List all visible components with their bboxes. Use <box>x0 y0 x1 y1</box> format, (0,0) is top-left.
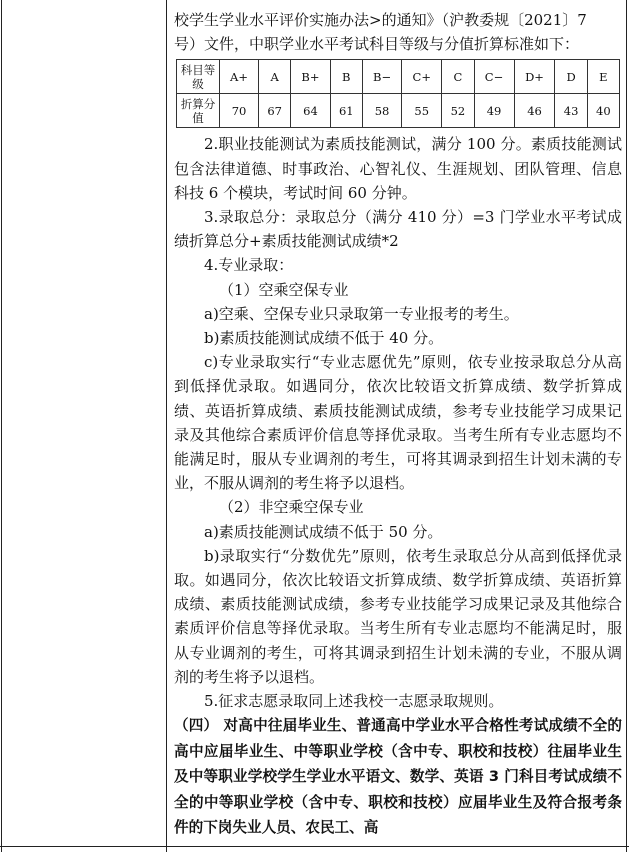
score-cell: 55 <box>402 94 442 128</box>
grade-cell: B+ <box>291 60 330 94</box>
score-cell: 46 <box>514 94 555 128</box>
intro-line-1: 校学生学业水平评价实施办法>的通知》（沪教委规〔2021〕7 <box>174 11 587 29</box>
grade-cell: A+ <box>220 60 259 94</box>
score-cell: 40 <box>587 94 619 128</box>
score-cell: 61 <box>330 94 362 128</box>
grade-score-table <box>176 59 620 128</box>
score-cell: 64 <box>291 94 330 128</box>
paragraph-item-b1: b)素质技能测试成绩不低于 40 分。 <box>204 329 444 348</box>
paragraph-major-admission: 4.专业录取： <box>204 256 294 275</box>
left-border <box>1 0 2 852</box>
grade-cell: E <box>587 60 619 94</box>
section-four-heading: （四） 对高中往届毕业生、普通高中学业水平合格性考试成绩不全的高中应届毕业生、中等职业学校（含中专、职校和技校）往届毕业生及中等职业学校学生学业水平语文、数学、英语 3 门科目考试成绩不全的中等职业学校（含中专、职校和技校）应届毕业生及符合报考条件的下岗失业人员、农民工、高 <box>174 717 622 837</box>
paragraph-subheading-2: （2）非空乘空保专业 <box>219 498 364 517</box>
grade-cell: B <box>330 60 362 94</box>
paragraph-item-a1: a)空乘、空保专业只录取第一专业报考的考生。 <box>204 304 519 323</box>
bottom-border <box>0 846 629 847</box>
document-body <box>174 8 622 841</box>
paragraph-item-c1: c)专业录取实行“专业志愿优先”原则，依专业按录取总分从高到低择优录取。如遇同分，依次比较语文折算成绩、数学折算成绩、英语折算成绩、素质技能测试成绩，参考专业技能学习成果记录及其他综合素质评价信息等择优录取。当考生所有专业志愿均不能满足时，服从专业调剂的考生，可将其调录到招生计划未满的专业，不服从调剂的考生将予以退档。 <box>174 353 622 493</box>
grade-cell: C+ <box>402 60 442 94</box>
grade-cell: B− <box>362 60 401 94</box>
paragraph-total-score: 3.录取总分：录取总分（满分 410 分）=3 门学业水平考试成绩折算总分+素质技能测试成绩*2 <box>174 208 622 251</box>
score-cell: 49 <box>474 94 514 128</box>
score-header-cell: 折算分值 <box>177 94 220 128</box>
score-cell: 58 <box>362 94 401 128</box>
column-divider <box>166 0 167 852</box>
paragraph-item-a2: a)素质技能测试成绩不低于 50 分。 <box>204 522 443 541</box>
score-cell: 52 <box>442 94 474 128</box>
table-row <box>177 60 620 94</box>
table-row <box>177 94 620 128</box>
grade-header-cell: 科目等级 <box>177 60 220 94</box>
grade-cell: D <box>555 60 587 94</box>
paragraph-subheading-1: （1）空乘空保专业 <box>219 280 349 299</box>
right-border <box>626 0 627 852</box>
grade-cell: C <box>442 60 474 94</box>
paragraph-solicit-volunteer: 5.征求志愿录取同上述我校一志愿录取规则。 <box>204 692 504 711</box>
score-cell: 67 <box>259 94 291 128</box>
score-cell: 43 <box>555 94 587 128</box>
paragraph-item-b2: b)录取实行“分数优先”原则，依考生录取总分从高到低择优录取。如遇同分，依次比较语文折算成绩、数学折算成绩、英语折算成绩、素质技能测试成绩，参考专业技能学习成果记录及其他综合素质评价信息等择优录取。当考生所有专业志愿均不能满足时，服从专业调剂的考生，可将其调录到招生计划未满的专业，不服从调剂的考生将予以退档。 <box>174 546 622 686</box>
grade-cell: C− <box>474 60 514 94</box>
grade-cell: D+ <box>514 60 555 94</box>
score-cell: 70 <box>220 94 259 128</box>
grade-cell: A <box>259 60 291 94</box>
paragraph-list <box>174 132 622 713</box>
paragraph-skill-test: 2.职业技能测试为素质技能测试，满分 100 分。素质技能测试包含法律道德、时事政治、心智礼仪、生涯规划、团队管理、信息科技 6 个模块，考试时间 60 分钟。 <box>174 135 622 202</box>
intro-line-2: 号）文件，中职学业水平考试科目等级与分值折算标准如下： <box>174 35 580 54</box>
